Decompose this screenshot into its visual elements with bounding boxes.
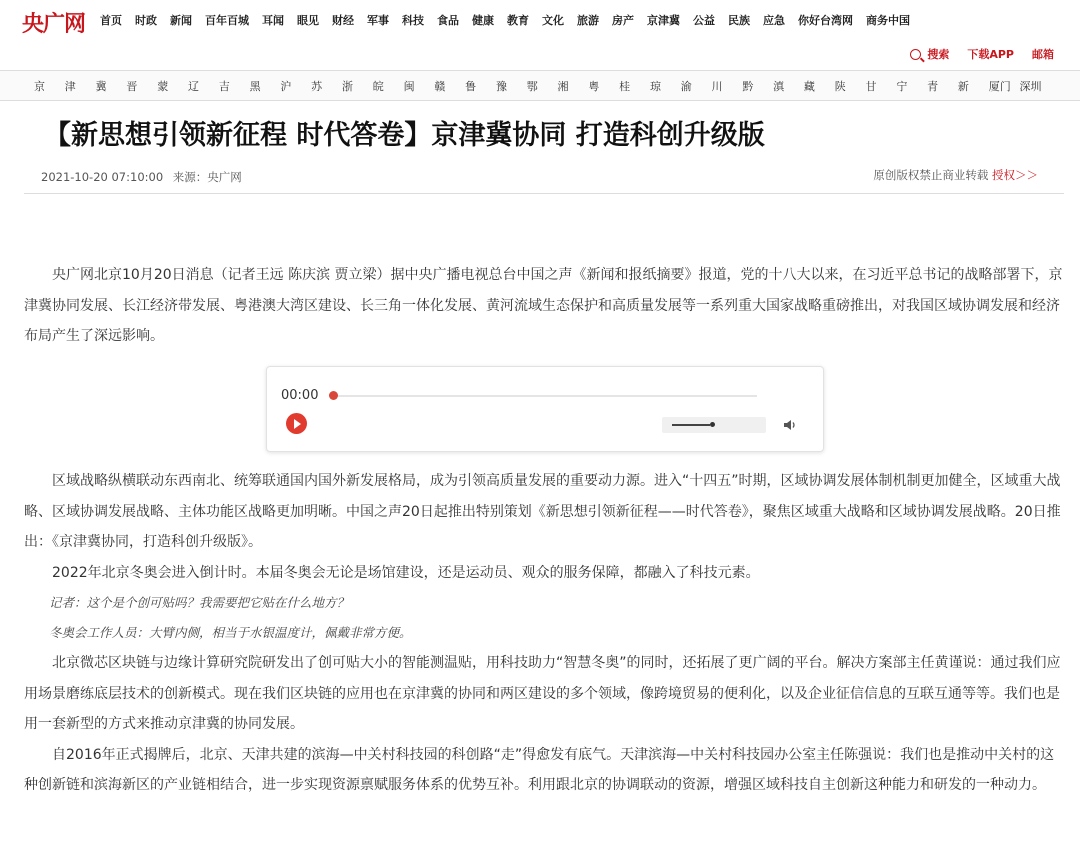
main-nav	[100, 12, 923, 28]
nav-item[interactable]: 新闻	[170, 14, 192, 27]
nav-item[interactable]: 你好台湾网	[798, 14, 853, 27]
region-item[interactable]: 蒙	[157, 80, 169, 93]
nav-item[interactable]: 公益	[693, 14, 715, 27]
region-item[interactable]: 陕	[834, 80, 846, 93]
nav-item[interactable]: 百年百城	[205, 14, 249, 27]
region-item[interactable]: 宁	[896, 80, 908, 93]
region-item[interactable]: 沪	[280, 80, 292, 93]
region-item[interactable]: 皖	[372, 80, 384, 93]
region-bar	[0, 70, 1080, 101]
nav-item[interactable]: 眼见	[297, 14, 319, 27]
region-item[interactable]: 琼	[649, 80, 661, 93]
region-item[interactable]: 黑	[249, 80, 261, 93]
nav-item[interactable]: 科技	[402, 14, 424, 27]
paragraph: 自2016年正式揭牌后，北京、天津共建的滨海—中关村科技园的科创路“走”得愈发有底气。天津滨海—中关村科技园办公室主任陈强说：我们也是推动中关村的这种创新链和滨海新区的产业链相结合，进一步实现资源禀赋服务体系的优势互补。利用跟北京的协调联动的资源，增强区域科技自主创新这种能力和研发的一种动力。	[24, 746, 1055, 793]
region-item[interactable]: 深圳	[1019, 80, 1042, 93]
article-source: 来源：央广网	[172, 170, 242, 184]
region-item[interactable]: 桂	[619, 80, 631, 93]
region-item[interactable]: 鲁	[465, 80, 477, 93]
audio-time: 00:00	[281, 388, 319, 403]
region-item[interactable]: 藏	[803, 80, 815, 93]
nav-item[interactable]: 商务中国	[866, 14, 910, 27]
region-item[interactable]: 渝	[680, 80, 692, 93]
nav-item[interactable]: 房产	[612, 14, 634, 27]
region-item[interactable]: 鄂	[526, 80, 538, 93]
region-item[interactable]: 黔	[742, 80, 754, 93]
region-item[interactable]: 湘	[557, 80, 569, 93]
quote-reporter: 记者：这个是个创可贴吗？我需要把它贴在什么地方？	[49, 595, 350, 610]
region-list	[34, 78, 1050, 94]
nav-item[interactable]: 时政	[135, 14, 157, 27]
region-item[interactable]: 晋	[126, 80, 138, 93]
region-item[interactable]: 浙	[341, 80, 353, 93]
nav-item[interactable]: 民族	[728, 14, 750, 27]
nav-item[interactable]: 应急	[763, 14, 785, 27]
progress-track[interactable]	[331, 395, 757, 397]
region-item[interactable]: 闽	[403, 80, 415, 93]
article-body	[24, 466, 1064, 801]
nav-item[interactable]: 耳闻	[262, 14, 284, 27]
volume-slider[interactable]	[662, 417, 766, 433]
nav-item[interactable]: 健康	[472, 14, 494, 27]
nav-item[interactable]: 财经	[332, 14, 354, 27]
nav-item[interactable]: 文化	[542, 14, 564, 27]
nav-item[interactable]: 食品	[437, 14, 459, 27]
region-item[interactable]: 冀	[95, 80, 107, 93]
region-item[interactable]: 辽	[187, 80, 199, 93]
nav-item[interactable]: 军事	[367, 14, 389, 27]
audio-player	[266, 366, 824, 452]
region-item[interactable]: 吉	[218, 80, 230, 93]
region-item[interactable]: 粤	[588, 80, 600, 93]
nav-item[interactable]: 京津冀	[647, 14, 680, 27]
paragraph: 北京微芯区块链与边缘计算研究院研发出了创可贴大小的智能测温贴，用科技助力“智慧冬奥”的同时，还拓展了更广阔的平台。解决方案部主任黄谨说：通过我们应用场景磨练底层技术的创新模式。现在我们区块链的应用也在京津冀的协同和两区建设的多个领域，像跨境贸易的便利化，以及企业征信信息的互联互通等等。我们也是用一套新型的方式来推动京津冀的协同发展。	[24, 655, 1061, 732]
article-intro	[24, 260, 1064, 352]
speaker-icon[interactable]	[783, 418, 797, 432]
region-item[interactable]: 厦门	[988, 80, 1011, 93]
copyright-text: 原创版权禁止商业转载	[873, 168, 989, 182]
region-item[interactable]: 川	[711, 80, 723, 93]
region-item[interactable]: 京	[34, 80, 45, 93]
site-logo[interactable]: 央广网	[22, 11, 86, 37]
progress-knob[interactable]	[329, 391, 338, 400]
region-item[interactable]: 青	[927, 80, 939, 93]
region-item[interactable]: 赣	[434, 80, 446, 93]
quote-staff: 冬奥会工作人员：大臂内侧，相当于水银温度计，佩戴非常方便。	[49, 625, 412, 640]
copyright-notice	[873, 167, 1038, 183]
download-app-link[interactable]: 下载APP	[967, 48, 1014, 61]
publish-date: 2021-10-20 07:10:00	[41, 170, 164, 184]
top-bar	[0, 0, 1080, 40]
volume-level	[672, 424, 710, 426]
mail-link[interactable]: 邮箱	[1032, 48, 1054, 61]
nav-item[interactable]: 教育	[507, 14, 529, 27]
search-icon[interactable]	[910, 49, 921, 60]
paragraph: 2022年北京冬奥会进入倒计时。本届冬奥会无论是场馆建设，还是运动员、观众的服务保障，都融入了科技元素。	[52, 564, 760, 581]
region-item[interactable]: 苏	[311, 80, 323, 93]
article-title: 【新思想引领新征程 时代答卷】京津冀协同 打造科创升级版	[44, 120, 765, 151]
volume-knob[interactable]	[710, 422, 715, 427]
divider	[24, 193, 1064, 194]
region-item[interactable]: 滇	[773, 80, 785, 93]
nav-item[interactable]: 首页	[100, 14, 122, 27]
region-item[interactable]: 新	[957, 80, 969, 93]
nav-item[interactable]: 旅游	[577, 14, 599, 27]
license-link[interactable]: 授权＞＞	[992, 168, 1038, 182]
article-meta	[41, 169, 242, 185]
region-item[interactable]: 甘	[865, 80, 877, 93]
region-item[interactable]: 豫	[495, 80, 507, 93]
region-item[interactable]: 津	[64, 80, 76, 93]
paragraph: 央广网北京10月20日消息（记者王远 陈庆滨 贾立梁）据中央广播电视总台中国之声《新闻和报纸摘要》报道，党的十八大以来，在习近平总书记的战略部署下，京津冀协同发展、长江经济带发展、粤港澳大湾区建设、长三角一体化发展、黄河流域生态保护和高质量发展等一系列重大国家战略重磅推出，对我国区域协调发展和经济布局产生了深远影响。	[24, 267, 1063, 344]
play-icon[interactable]	[286, 413, 307, 434]
paragraph: 区域战略纵横联动东西南北、统筹联通国内国外新发展格局，成为引领高质量发展的重要动力源。进入“十四五”时期，区域协调发展体制机制更加健全，区域重大战略、区域协调发展战略、主体功能区战略更加明晰。中国之声20日起推出特别策划《新思想引领新征程——时代答卷》，聚焦区域重大战略和区域协调发展战略。20日推出：《京津冀协同，打造科创升级版》。	[24, 473, 1061, 550]
search-link[interactable]: 搜索	[927, 48, 950, 61]
header-tools	[910, 46, 1054, 62]
